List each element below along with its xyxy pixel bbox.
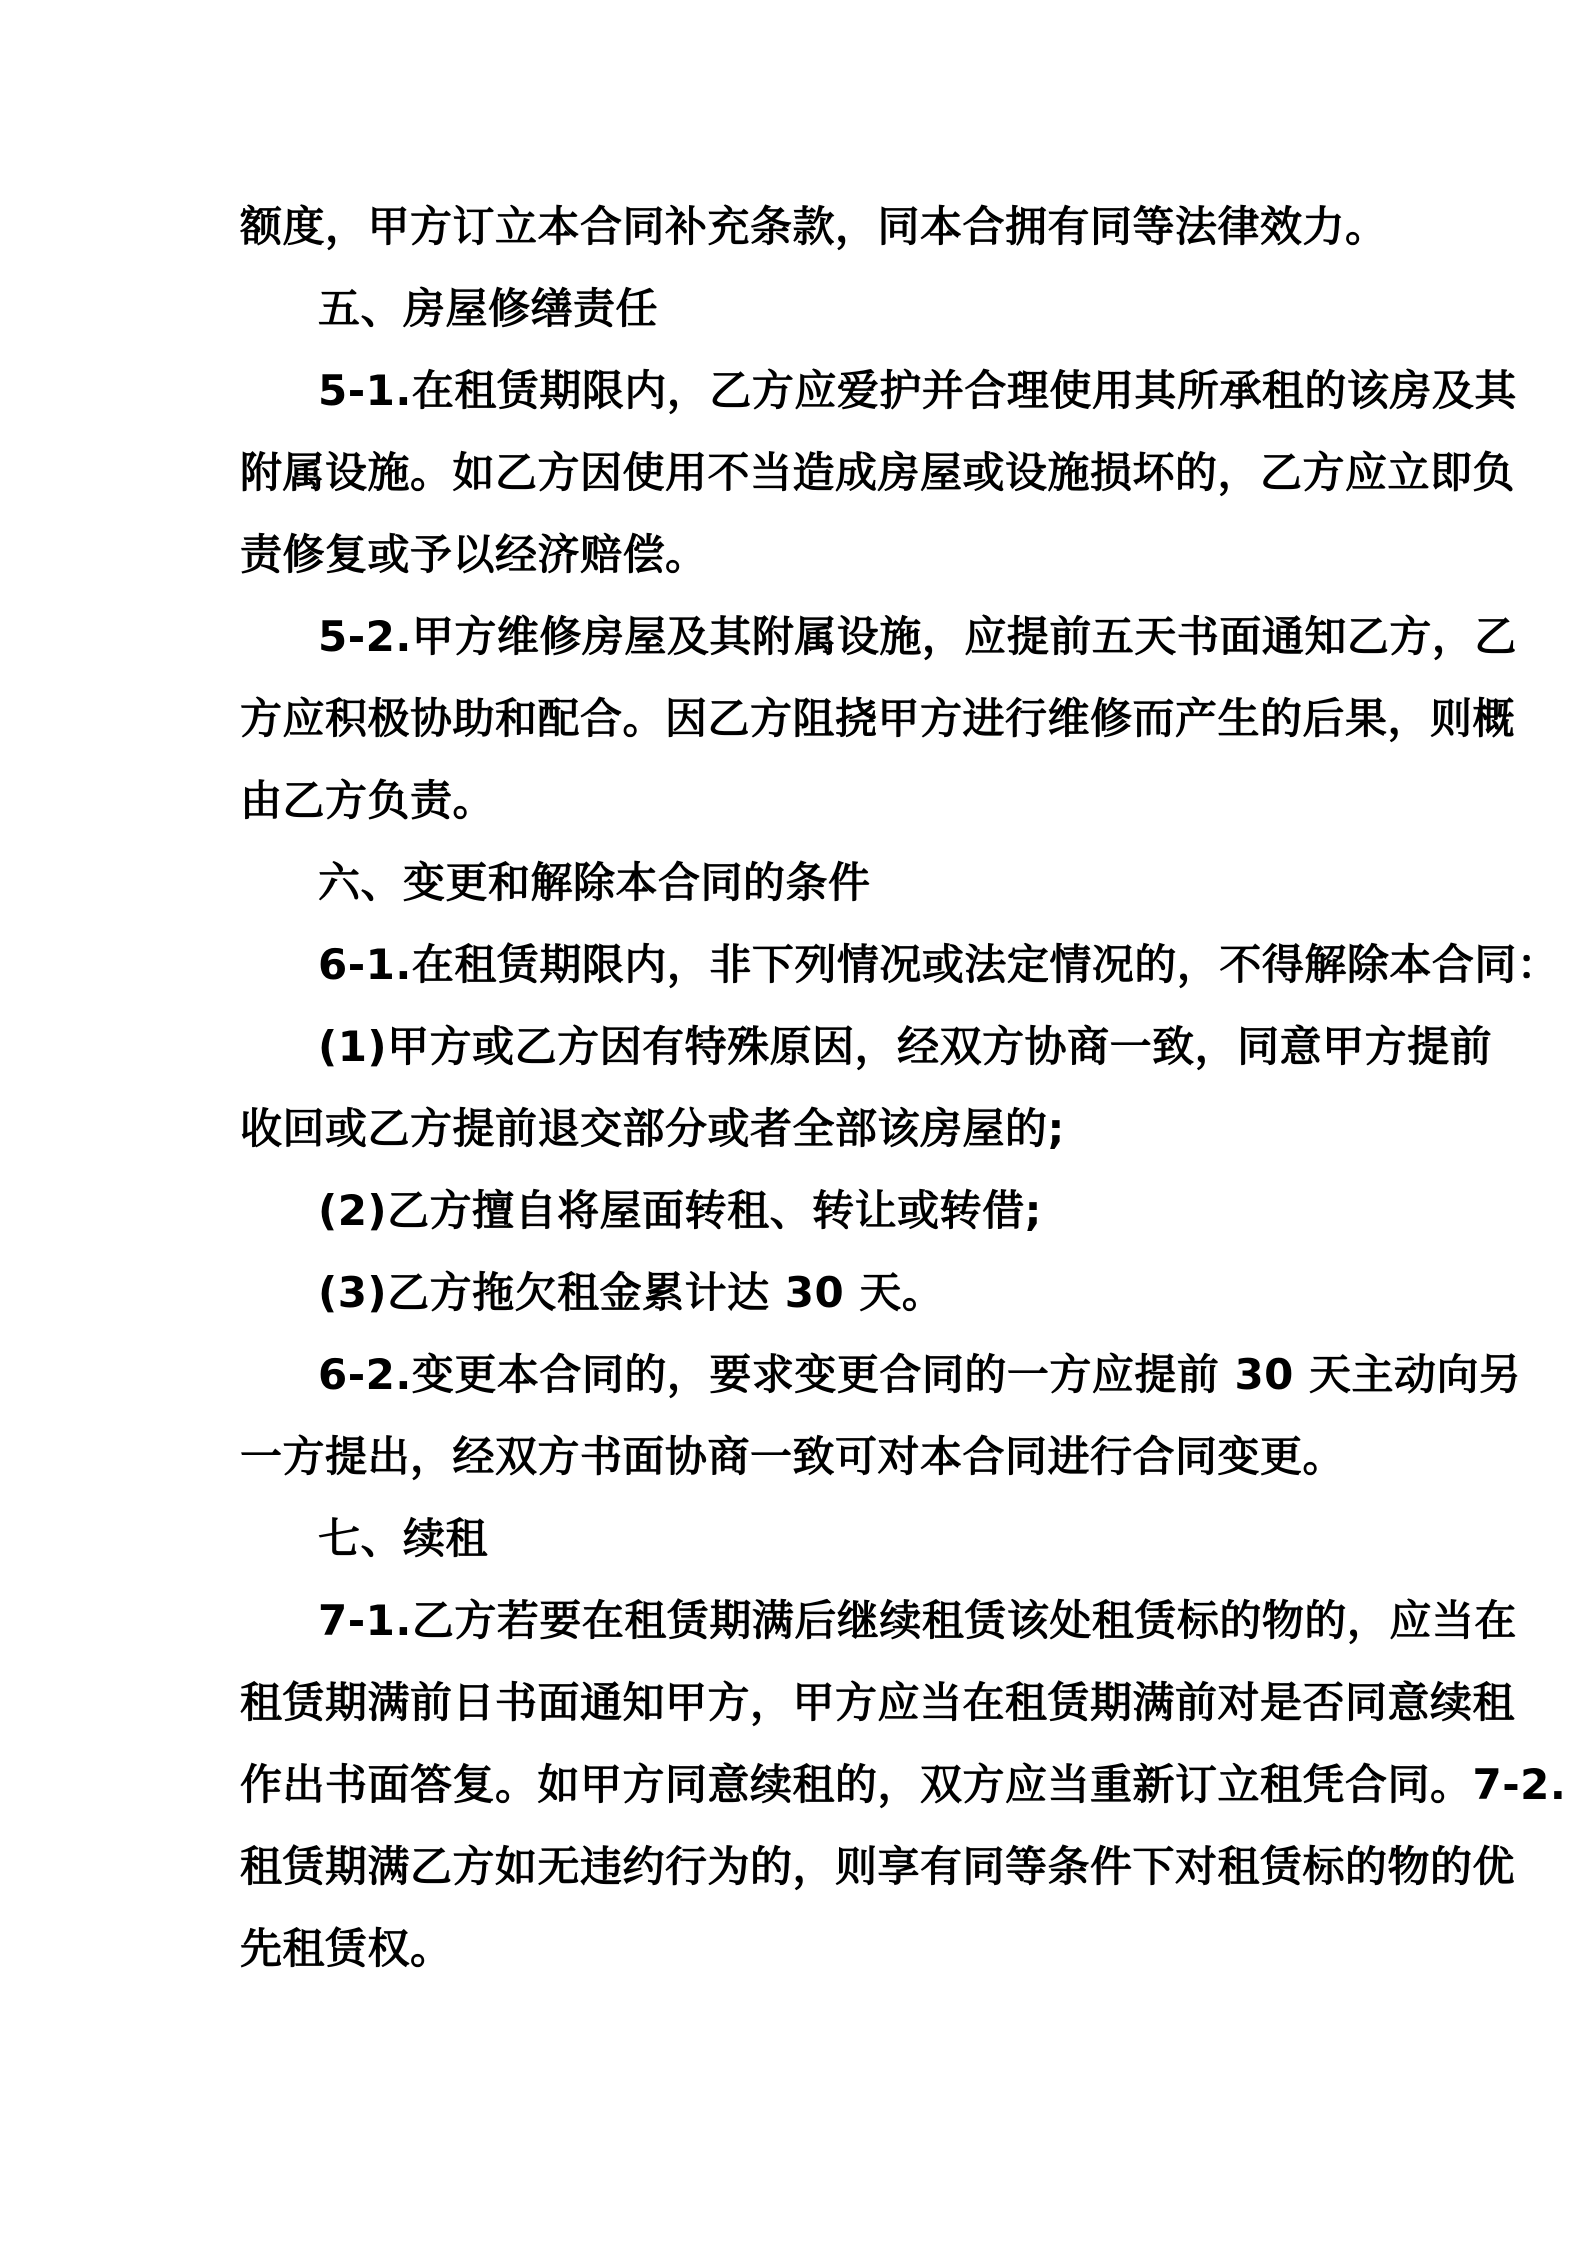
clause-6-1: [240, 924, 1560, 1006]
text-line: (2)乙方擅自将屋面转租、转让或转借;: [318, 1186, 1042, 1235]
section-5-heading: [240, 268, 1415, 350]
section-6-heading: [240, 842, 1415, 924]
text-line: 附属设施。如乙方因使用不当造成房屋或设施损坏的，乙方应立即负: [240, 448, 1516, 497]
clause-5-1: [240, 350, 1517, 596]
section-7-heading-text: 七、续租: [318, 1514, 489, 1563]
text-line: 额度，甲方订立本合同补充条款，同本合拥有同等法律效力。: [240, 202, 1388, 251]
clause-6-2: [240, 1334, 1522, 1498]
text-line: 方应积极协助和配合。因乙方阻挠甲方进行维修而产生的后果，则概: [240, 694, 1516, 743]
section-7-heading: [240, 1498, 1415, 1580]
section-5-heading-text: 五、房屋修缮责任: [318, 284, 659, 333]
text-line: 7-1.乙方若要在租赁期满后继续租赁该处租赁标的物的，应当在: [318, 1596, 1517, 1645]
text-line: 租赁期满前日书面通知甲方，甲方应当在租赁期满前对是否同意续租: [240, 1678, 1516, 1727]
text-line: 一方提出，经双方书面协商一致可对本合同进行合同变更。: [240, 1432, 1346, 1481]
clause-6-1-item-1: [240, 1006, 1493, 1170]
text-line: 5-2.甲方维修房屋及其附属设施，应提前五天书面通知乙方，乙: [318, 612, 1517, 661]
text-line: (3)乙方拖欠租金累计达 30 天。: [318, 1268, 945, 1317]
clause-5-2: [240, 596, 1517, 842]
text-line: (1)甲方或乙方因有特殊原因，经双方协商一致，同意甲方提前: [318, 1022, 1493, 1071]
clause-7-1-and-7-2: [240, 1580, 1567, 1990]
text-line: 责修复或予以经济赔偿。: [240, 530, 708, 579]
text-line: 收回或乙方提前退交部分或者全部该房屋的;: [240, 1104, 1065, 1153]
clause-4-continuation: [240, 186, 1415, 268]
text-line: 作出书面答复。如甲方同意续租的，双方应当重新订立租凭合同。7-2.: [240, 1760, 1567, 1809]
contract-text-area: [240, 186, 1567, 1990]
text-line: 6-1.在租赁期限内，非下列情况或法定情况的，不得解除本合同：: [318, 940, 1560, 989]
text-line: 由乙方负责。: [240, 776, 496, 825]
text-line: 6-2.变更本合同的，要求变更合同的一方应提前 30 天主动向另: [318, 1350, 1522, 1399]
text-line: 先租赁权。: [240, 1924, 453, 1973]
section-6-heading-text: 六、变更和解除本合同的条件: [318, 858, 871, 907]
text-line: 5-1.在租赁期限内，乙方应爱护并合理使用其所承租的该房及其: [318, 366, 1517, 415]
clause-6-1-item-3: [240, 1252, 1415, 1334]
text-line: 租赁期满乙方如无违约行为的，则享有同等条件下对租赁标的物的优: [240, 1842, 1516, 1891]
clause-6-1-item-2: [240, 1170, 1415, 1252]
